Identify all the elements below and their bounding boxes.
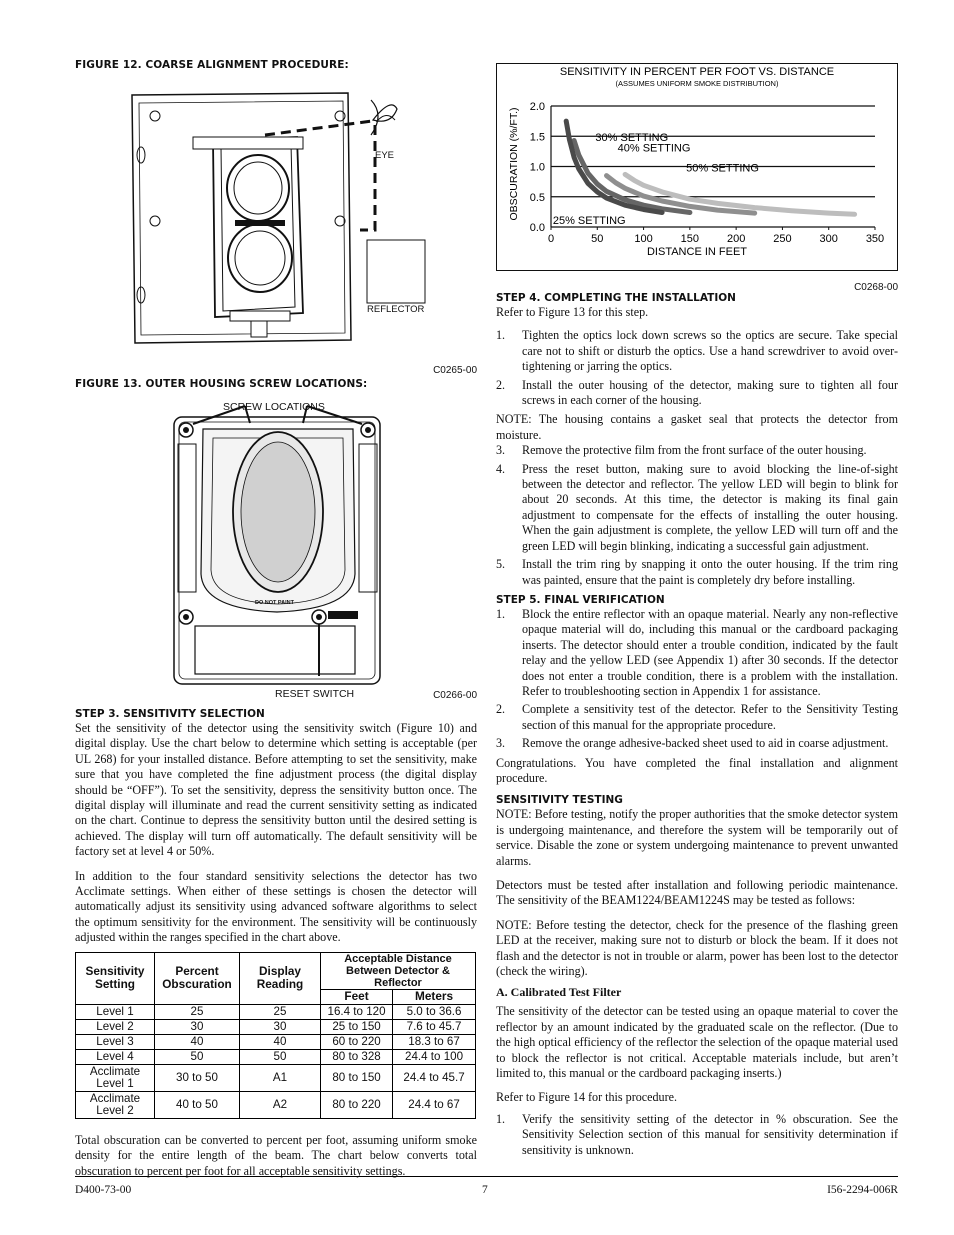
- step4-intro: Refer to Figure 13 for this step.: [496, 305, 649, 319]
- list-item-text: Install the trim ring by snapping it onto the outer housing. If the trim ring was painted, ensure that the paint is completely dry before installing.: [522, 557, 898, 587]
- screw-locations-label: SCREW LOCATIONS: [223, 401, 325, 413]
- chart-series-label: 25% SETTING: [552, 214, 626, 227]
- table-header-percent: Percent Obscuration: [155, 952, 240, 1004]
- chart-x-tick-label: 300: [819, 233, 838, 245]
- chart-x-tick-label: 200: [726, 233, 746, 245]
- do-not-paint-label: DO NOT PAINT: [255, 600, 295, 606]
- figure12-code: C0265-00: [433, 365, 477, 376]
- step4-heading: STEP 4. COMPLETING THE INSTALLATION: [496, 292, 736, 304]
- table-header-setting: Sensitivity Setting: [76, 952, 155, 1004]
- table-cell-percent: 25: [155, 1004, 240, 1019]
- chart-code: C0268-00: [854, 282, 898, 293]
- footer-part-number: I56-2294-006R: [827, 1184, 898, 1196]
- list-item: [496, 557, 898, 588]
- chart-xlabel: DISTANCE IN FEET: [646, 246, 748, 258]
- list-item-number: 1.: [496, 606, 506, 621]
- table-cell-meters: 5.0 to 36.6: [393, 1004, 476, 1019]
- chart-series-label: 30% SETTING: [595, 132, 669, 145]
- table-cell-setting: Level 3: [76, 1034, 155, 1049]
- sensitivity-table: [75, 952, 476, 1119]
- chart-x-tick-label: 0: [547, 233, 555, 245]
- left-column: [75, 56, 477, 1185]
- testing-paragraph-3: Refer to Figure 14 for this procedure.: [496, 1090, 678, 1105]
- table-header-distance: Acceptable Distance Between Detector & Reflector: [321, 952, 476, 989]
- table-cell-feet: 80 to 220: [321, 1091, 393, 1118]
- list-item-number: 5.: [496, 557, 506, 572]
- table-cell-percent: 30 to 50: [155, 1064, 240, 1091]
- table-cell-percent: 30: [155, 1019, 240, 1034]
- table-cell-feet: 25 to 150: [321, 1019, 393, 1034]
- chart-ylabel: OBSCURATION (%/FT.): [508, 107, 520, 221]
- table-cell-display: A1: [240, 1064, 321, 1091]
- step3-heading: STEP 3. SENSITIVITY SELECTION: [75, 708, 265, 720]
- table-cell-display: 30: [240, 1019, 321, 1034]
- step5-list: [496, 607, 898, 752]
- list-item-text: Install the outer housing of the detector, making sure to tighten all four screws in each corner of the housing.: [522, 377, 898, 408]
- step4-list-continued: [496, 443, 898, 588]
- list-item-number: 1.: [496, 1111, 506, 1126]
- table-cell-display: A2: [240, 1091, 321, 1118]
- testing-note-1: NOTE: Before testing, notify the proper authorities that the smoke detector system is undergoing maintenance, and therefore the system will be temporarily out of service. Disable the zone or system undergoing maintenance to prevent unwanted alarms.: [496, 807, 898, 868]
- testing-list: [496, 1112, 898, 1158]
- list-item: [496, 328, 898, 374]
- sensitivity-chart: [496, 63, 898, 271]
- page-footer: [75, 1176, 898, 1196]
- table-cell-setting: Acclimate Level 2: [76, 1091, 155, 1118]
- chart-series-label: 50% SETTING: [686, 162, 759, 175]
- chart-x-tick-label: 100: [634, 233, 653, 245]
- table-header-feet: Feet: [321, 989, 393, 1004]
- table-row: [76, 1091, 476, 1118]
- figure12-caption: FIGURE 12. COARSE ALIGNMENT PROCEDURE:: [75, 59, 349, 71]
- table-cell-meters: 24.4 to 100: [393, 1049, 476, 1064]
- chart-x-tick-label: 50: [591, 233, 604, 245]
- table-cell-meters: 24.4 to 67: [393, 1091, 476, 1118]
- chart-x-tick-label: 250: [773, 233, 792, 245]
- after-table-paragraph: Total obscuration can be converted to percent per foot, assuming uniform smoke density for the entire length of the beam. The chart below converts total obscuration to percent per foot for all acceptable sensitivity settings.: [75, 1132, 477, 1178]
- testing-note-2: NOTE: Before testing the detector, check for the presence of the flashing green LED at the receiver, making sure not to disturb or block the beam. If it does not flash and the detector is not in trouble or alarm, power has been lost to the detector (check the wiring).: [496, 917, 898, 979]
- table-header-meters: Meters: [393, 989, 476, 1004]
- list-item-text: Complete a sensitivity test of the detector. Refer to the Sensitivity Testing section of this manual for the appropriate procedure.: [522, 702, 898, 732]
- table-cell-feet: 16.4 to 120: [321, 1004, 393, 1019]
- chart-series-label: 40% SETTING: [617, 142, 691, 155]
- list-item: [496, 462, 898, 554]
- chart-y-tick-label: 2.0: [529, 101, 545, 113]
- table-header-display: Display Reading: [240, 952, 321, 1004]
- table-row: [76, 1064, 476, 1091]
- list-item-number: 4.: [496, 461, 506, 476]
- list-item-number: 3.: [496, 736, 506, 751]
- footer-page-number: 7: [482, 1184, 488, 1196]
- chart-y-tick-label: 1.5: [529, 131, 545, 144]
- table-row: [76, 1034, 476, 1049]
- testing-heading: SENSITIVITY TESTING: [496, 794, 623, 807]
- testing-paragraph-1: Detectors must be tested after installation and following periodic maintenance. The sensitivity of the BEAM1224/BEAM1224S may be tested as follows:: [496, 878, 898, 908]
- table-cell-meters: 7.6 to 45.7: [393, 1019, 476, 1034]
- figure13-illustration: [75, 394, 477, 706]
- table-row: [76, 1004, 476, 1019]
- footer-doc-number: D400-73-00: [75, 1184, 132, 1196]
- eye-label: EYE: [375, 150, 395, 161]
- table-cell-percent: 50: [155, 1049, 240, 1064]
- figure13-code: C0266-00: [433, 690, 477, 701]
- step4-list: [496, 328, 898, 408]
- table-cell-feet: 60 to 220: [321, 1034, 393, 1049]
- table-cell-meters: 24.4 to 45.7: [393, 1064, 476, 1091]
- list-item-text: Remove the orange adhesive-backed sheet used to aid in coarse adjustment.: [522, 736, 889, 751]
- table-cell-setting: Level 2: [76, 1019, 155, 1034]
- chart-y-tick-label: 0.0: [529, 222, 545, 234]
- test-filter-subheading: A. Calibrated Test Filter: [496, 985, 622, 1000]
- reflector-label: REFLECTOR: [367, 304, 425, 315]
- list-item-number: 3.: [496, 443, 506, 458]
- table-cell-display: 50: [240, 1049, 321, 1064]
- right-column: [496, 56, 898, 1162]
- list-item-number: 2.: [496, 702, 506, 717]
- list-item: [496, 702, 898, 733]
- table-cell-setting: Level 4: [76, 1049, 155, 1064]
- list-item-number: 2.: [496, 377, 506, 392]
- list-item: [496, 443, 898, 458]
- table-cell-display: 25: [240, 1004, 321, 1019]
- step3-paragraph-2: In addition to the four standard sensitivity selections the detector has two Acclimate settings. When either of these settings is chosen the detector will automatically adjust its sensitivity using advanced software algorithms to select the optimum sensitivity for the environment. The sensitivity will be continuously adjusted within the ranges specified in the chart above.: [75, 868, 477, 945]
- chart-y-tick-label: 1.0: [529, 161, 545, 174]
- table-cell-feet: 80 to 150: [321, 1064, 393, 1091]
- list-item: [496, 736, 898, 751]
- list-item: [496, 378, 898, 409]
- table-cell-meters: 18.3 to 67: [393, 1034, 476, 1049]
- step4-note: NOTE: The housing contains a gasket seal that protects the detector from moisture.: [496, 412, 898, 442]
- list-item: [496, 1112, 898, 1158]
- list-item-text: Verify the sensitivity setting of the detector in % obscuration. See the Sensitivity Selection section of this manual for sensitivity determination if sensitivity is unknown.: [522, 1111, 898, 1157]
- figure13: [75, 394, 477, 706]
- table-cell-display: 40: [240, 1034, 321, 1049]
- list-item-text: Remove the protective film from the front surface of the outer housing.: [522, 443, 867, 458]
- reset-switch-label: RESET SWITCH: [275, 688, 355, 700]
- table-cell-percent: 40: [155, 1034, 240, 1049]
- table-cell-percent: 40 to 50: [155, 1091, 240, 1118]
- table-body: [76, 1004, 476, 1118]
- chart-x-tick-label: 350: [865, 233, 885, 245]
- chart-svg: [497, 64, 897, 270]
- chart-subtitle: (ASSUMES UNIFORM SMOKE DISTRIBUTION): [615, 79, 779, 88]
- chart-x-tick-label: 150: [680, 233, 700, 245]
- step5-congrats: Congratulations. You have completed the final installation and alignment procedure.: [496, 755, 898, 785]
- list-item: [496, 607, 898, 699]
- table-cell-setting: Acclimate Level 1: [76, 1064, 155, 1091]
- list-item-text: Press the reset button, making sure to avoid blocking the line-of-sight between the detector and reflector. The yellow LED will begin to blink for about 20 seconds. At this time, the detector is making its final gain adjustment to compensate for the effects of installing the outer housing. When the gain adjustment is complete, the yellow LED will turn off and the green LED will begin blinking, indicating a successful gain adjustment.: [522, 461, 898, 553]
- list-item-number: 1.: [496, 328, 506, 343]
- table-row: [76, 1019, 476, 1034]
- chart-y-tick-label: 0.5: [529, 191, 545, 204]
- step5-heading: STEP 5. FINAL VERIFICATION: [496, 593, 665, 606]
- table-cell-feet: 80 to 328: [321, 1049, 393, 1064]
- step3-paragraph-1: Set the sensitivity of the detector using the sensitivity switch (Figure 10) and digital display. Use the chart below to determine which setting is acceptable (per UL 268) for your installed distance. Before attempting to set the sensitivity, make sure that you have completed the fine adjustment process (the digital display should be “OFF”). To set the sensitivity, depress the sensitivity button once. The digital display will illuminate and read the current sensitivity setting as indicated on the chart. Continue to depress the sensitivity button until the desired setting is achieved. The display will turn off automatically. The default sensitivity will be factory set at level 4 or 50%.: [75, 721, 477, 859]
- list-item-text: Tighten the optics lock down screws so the optics are secure. Take special care not to shift or disturb the optics. Use a hand screwdriver to avoid over-tightening or jarring the optics.: [522, 328, 898, 374]
- list-item-text: Block the entire reflector with an opaque material. Nearly any non-reflective opaque material will do, including this manual or the cardboard packaging inserts. The detector should enter a trouble condition, indicated by the fault relay and the yellow LED (see Appendix 1) after 30 seconds. If the detector does not enter a trouble condition, there is a problem with the installation. Refer to troubleshooting section in Appendix 1 for assistance.: [522, 606, 898, 698]
- figure13-caption: FIGURE 13. OUTER HOUSING SCREW LOCATIONS:: [75, 378, 368, 390]
- testing-paragraph-2: The sensitivity of the detector can be tested using an opaque material to cover the reflector by an amount indicated by the graduated scale on the reflector. (Due to the high optical efficiency of the reflector the selection of the opaque material used to block the reflector is not critical. Acceptable materials include, but aren’t limited to, this manual or the cardboard packaging inserts.): [496, 1004, 898, 1081]
- chart-title: SENSITIVITY IN PERCENT PER FOOT VS. DISTANCE: [559, 66, 835, 78]
- figure12-illustration: [75, 75, 477, 360]
- figure12: [75, 75, 477, 376]
- table-cell-setting: Level 1: [76, 1004, 155, 1019]
- table-row: [76, 1049, 476, 1064]
